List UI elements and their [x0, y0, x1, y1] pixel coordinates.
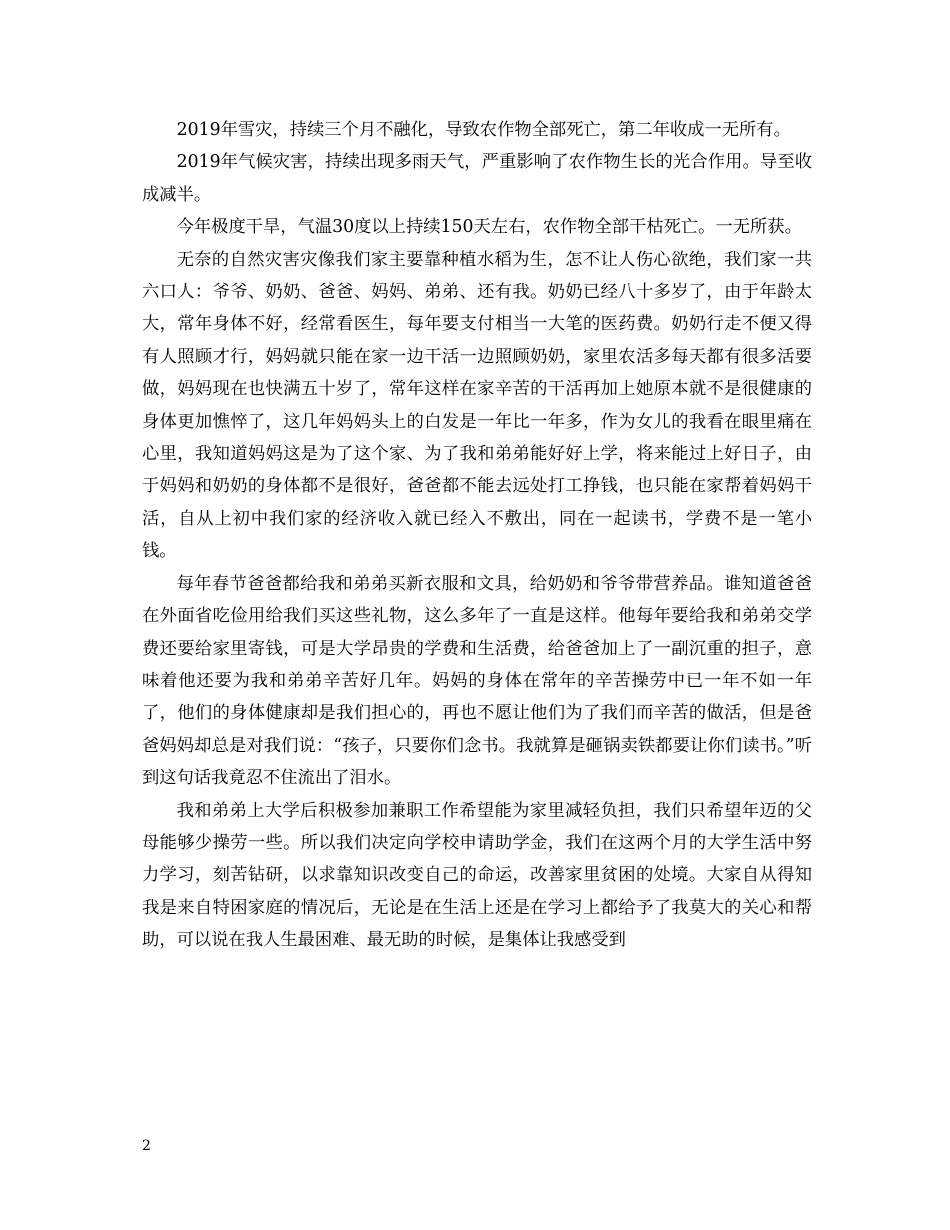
body-text: [142, 114, 812, 957]
paragraph-5: 每年春节爸爸都给我和弟弟买新衣服和文具，给奶奶和爷爷带营养品。谁知道爸爸在外面省吃俭用给我们买这些礼物，这么多年了一直是这样。他每年要给我和弟弟交学费还要给家里寄钱，可是大学昂贵的学费和生活费，给爸爸加上了一副沉重的担子，意味着他还要为我和弟弟辛苦好几年。妈妈的身体在常年的辛苦操劳中已一年不如一年了，他们的身体健康却是我们担心的，再也不愿让他们为了我们而辛苦的做活，但是爸爸妈妈却总是对我们说：“孩子，只要你们念书。我就算是砸锅卖铁都要让你们读书。”听到这句话我竟忍不住流出了泪水。: [142, 573, 812, 789]
page-number: 2: [142, 1138, 151, 1154]
paragraph-2: 2019年气候灾害，持续出现多雨天气，严重影响了农作物生长的光合作用。导至收成减半。: [142, 152, 812, 205]
paragraph-4: 无奈的自然灾害灾像我们家主要靠种植水稻为生，怎不让人伤心欲绝，我们家一共六口人：爷爷、奶奶、爸爸、妈妈、弟弟、还有我。奶奶已经八十多岁了，由于年龄太大，常年身体不好，经常看医生，每年要支付相当一大笔的医药费。奶奶行走不便又得有人照顾才行，妈妈就只能在家一边干活一边照顾奶奶，家里农活多每天都有很多活要做，妈妈现在也快满五十岁了，常年这样在家辛苦的干活再加上她原本就不是很健康的身体更加憔悴了，这几年妈妈头上的白发是一年比一年多，作为女儿的我看在眼里痛在心里，我知道妈妈这是为了这个家、为了我和弟弟能好好上学，将来能过上好日子，由于妈妈和奶奶的身体都不是很好，爸爸都不能去远处打工挣钱，也只能在家帮着妈妈干活，自从上初中我们家的经济收入就已经入不敷出，同在一起读书，学费不是一笔小钱。: [142, 249, 812, 562]
paragraph-3: 今年极度干旱，气温30度以上持续150天左右，农作物全部干枯死亡。一无所获。: [176, 217, 802, 238]
paragraph-6: 我和弟弟上大学后积极参加兼职工作希望能为家里减轻负担，我们只希望年迈的父母能够少操劳一些。所以我们决定向学校申请助学金，我们在这两个月的大学生活中努力学习，刻苦钻研，以求靠知识改变自己的命运，改善家里贫困的处境。大家自从得知我是来自特困家庭的情况后，无论是在生活上还是在学习上都给予了我莫大的关心和帮助，可以说在我人生最困难、最无助的时候，是集体让我感受到: [142, 800, 812, 951]
paragraph-1: 2019年雪灾，持续三个月不融化，导致农作物全部死亡，第二年收成一无所有。: [176, 120, 791, 140]
